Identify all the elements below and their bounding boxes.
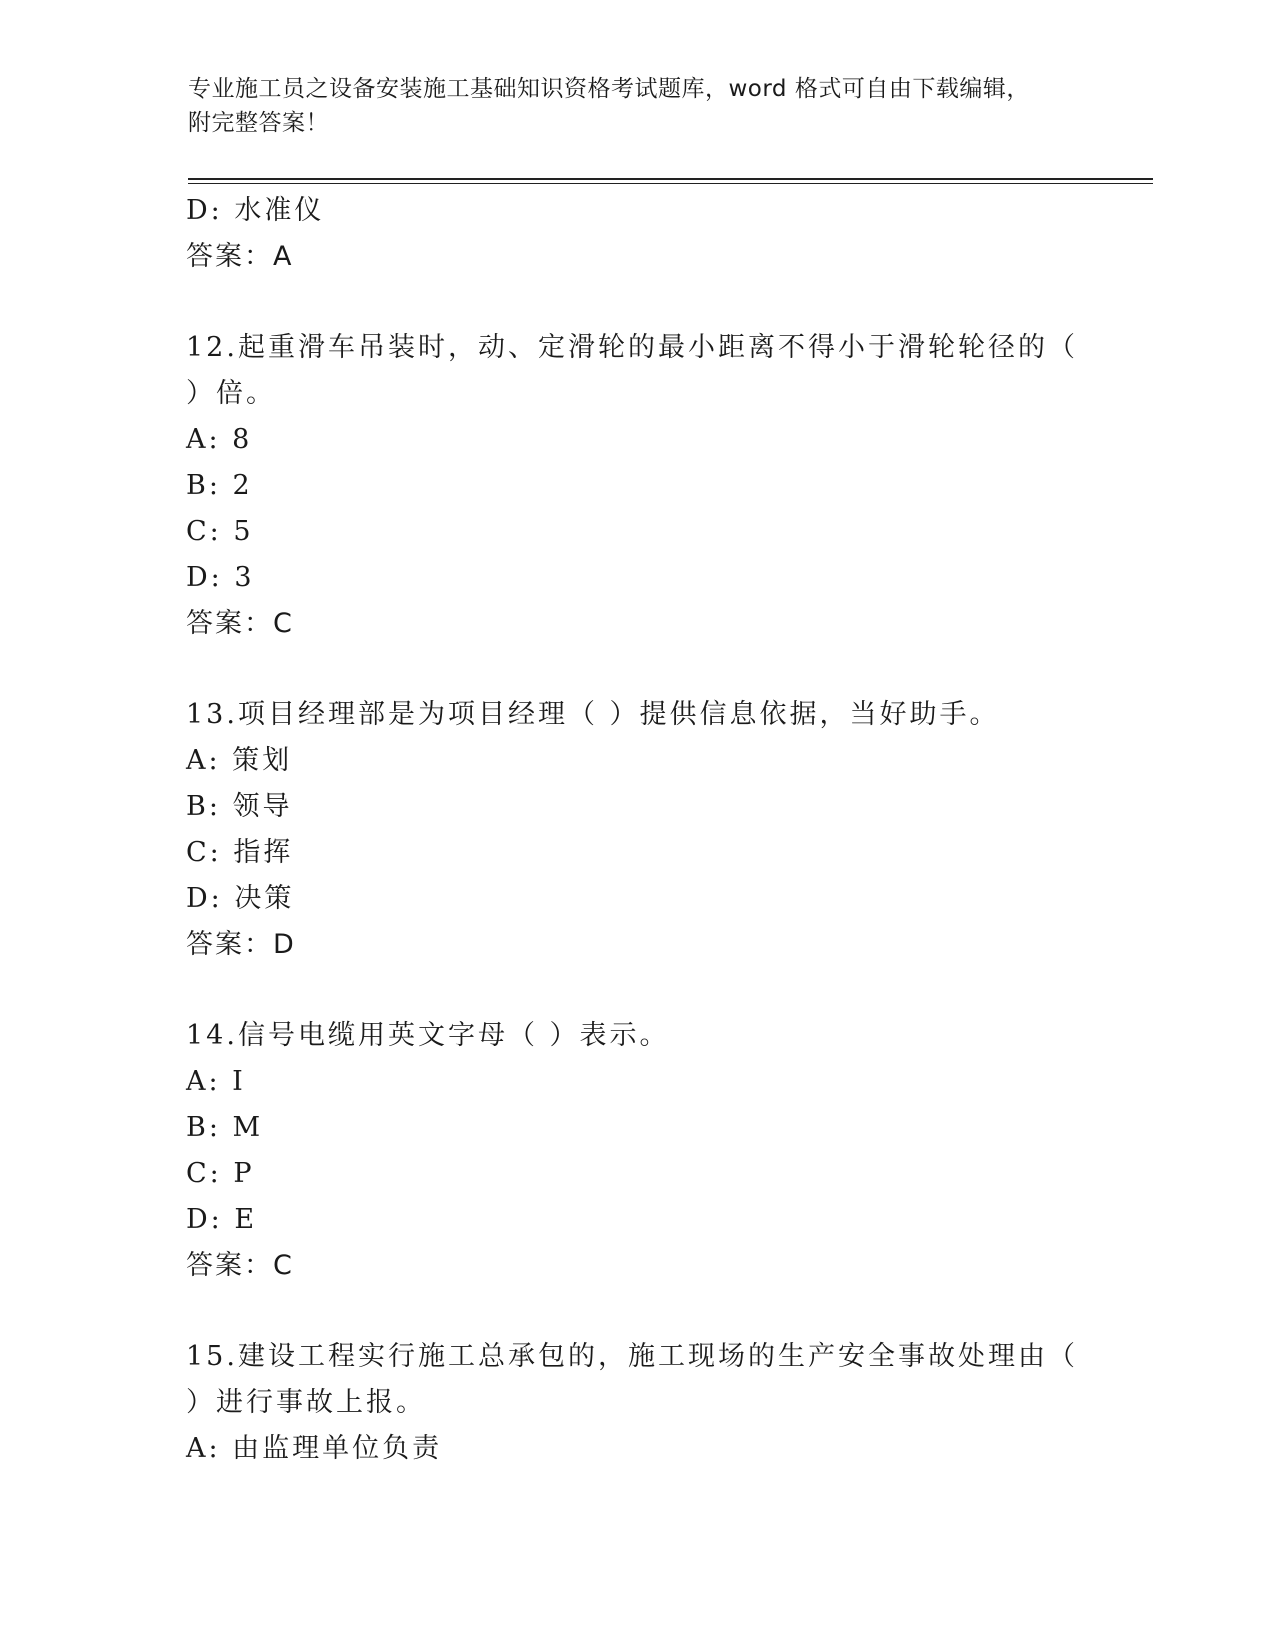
spacer (186, 1289, 1136, 1334)
document-header (188, 72, 1088, 140)
answer-label: 答案：D (186, 929, 296, 960)
spacer (186, 647, 1136, 692)
question-stem: 12.起重滑车吊装时，动、定滑轮的最小距离不得小于滑轮轮径的（ (186, 332, 1078, 363)
question-stem-continued: ）倍。 (186, 378, 276, 409)
question-15 (186, 1334, 1136, 1472)
answer-label: 答案：C (186, 608, 294, 639)
question-stem: 15.建设工程实行施工总承包的，施工现场的生产安全事故处理由（ (186, 1341, 1078, 1372)
header-title-line-1: 专业施工员之设备安装施工基础知识资格考试题库，word 格式可自由下载编辑， (188, 76, 1030, 102)
question-11-tail (186, 188, 1136, 280)
option-d: D: 3 (186, 562, 255, 593)
option-a: A: 8 (186, 424, 253, 455)
option-d: D: 决策 (186, 883, 295, 914)
answer-label: 答案：A (186, 241, 294, 272)
spacer (186, 968, 1136, 1013)
question-12 (186, 325, 1136, 647)
question-list (186, 188, 1136, 1472)
option-b: B: 领导 (186, 791, 293, 822)
answer-label: 答案：C (186, 1250, 294, 1281)
option-d: D: 水准仪 (186, 195, 325, 226)
option-c: C: 5 (186, 516, 254, 547)
option-c: C: 指挥 (186, 837, 294, 868)
option-d: D: E (186, 1204, 258, 1235)
option-a: A: I (186, 1066, 246, 1097)
option-b: B: M (186, 1112, 264, 1143)
option-c: C: P (186, 1158, 255, 1189)
header-title-line-2: 附完整答案！ (188, 110, 329, 136)
question-14 (186, 1013, 1136, 1289)
option-a: A: 由监理单位负责 (186, 1433, 443, 1464)
question-stem-continued: ）进行事故上报。 (186, 1387, 426, 1418)
question-stem: 13.项目经理部是为项目经理（ ）提供信息依据，当好助手。 (186, 699, 1000, 730)
option-b: B: 2 (186, 470, 253, 501)
option-a: A: 策划 (186, 745, 293, 776)
spacer (186, 280, 1136, 325)
question-13 (186, 692, 1136, 968)
question-stem: 14.信号电缆用英文字母（ ）表示。 (186, 1020, 670, 1051)
header-divider (188, 178, 1153, 184)
